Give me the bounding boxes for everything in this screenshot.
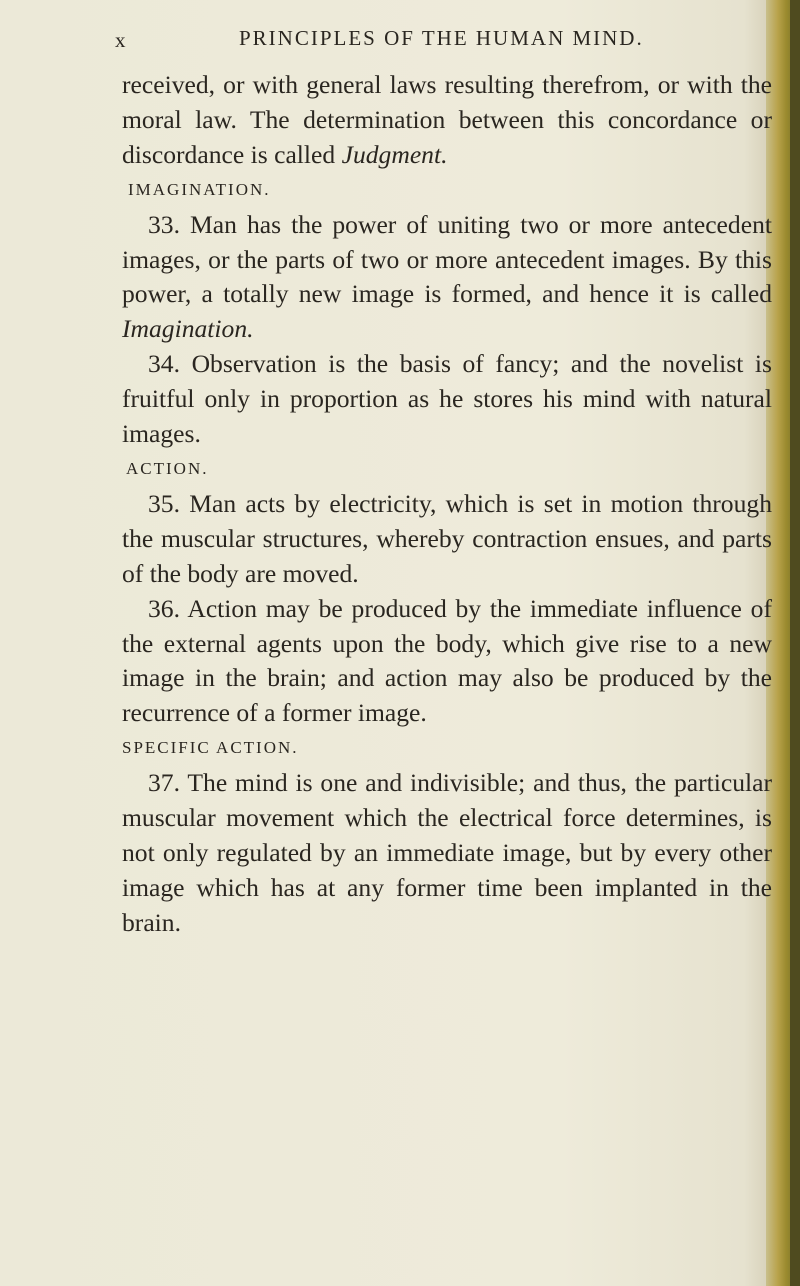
section-heading-specific-action: SPECIFIC ACTION.	[122, 738, 299, 758]
paragraph-36: 36. Action may be produced by the immediate influence of the external agents upon the body, which give rise to a new image in the brain; and action may also be produced by the recurrence of a former image.	[122, 593, 772, 728]
running-head: PRINCIPLES OF THE HUMAN MIND.	[239, 26, 644, 50]
intro-paragraph	[122, 68, 772, 173]
intro-text: received, or with general laws resulting therefrom, or with the moral law. The determination between this concordance or discordance is called	[122, 70, 772, 169]
paragraph-33	[122, 208, 772, 348]
term-imagination: Imagination.	[122, 314, 254, 344]
paragraph-37: 37. The mind is one and indivisible; and thus, the particular muscular movement which the electrical force determines, is not only regulated by an immediate image, but by every other image which has at any former time been implanted in the brain.	[122, 768, 772, 937]
page-header	[115, 24, 795, 54]
page-edge-shadow	[790, 0, 800, 1286]
page-number: x	[115, 28, 127, 52]
section-heading-imagination: IMAGINATION.	[128, 179, 271, 199]
paragraph-34: 34. Observation is the basis of fancy; and the novelist is fruitful only in proportion as he stores his mind with natural images.	[122, 349, 772, 449]
term-judgment: Judgment.	[341, 139, 448, 169]
paragraph-33-text: 33. Man has the power of uniting two or more antecedent images, or the parts of two or more antecedent images. By this power, a totally new image is formed, and hence it is called	[122, 209, 772, 309]
section-heading-action: ACTION.	[126, 458, 209, 478]
paragraph-35: 35. Man acts by electricity, which is set in motion through the muscular structures, whereby contraction ensues, and parts of the body are moved.	[122, 488, 772, 588]
page-body	[122, 68, 772, 941]
